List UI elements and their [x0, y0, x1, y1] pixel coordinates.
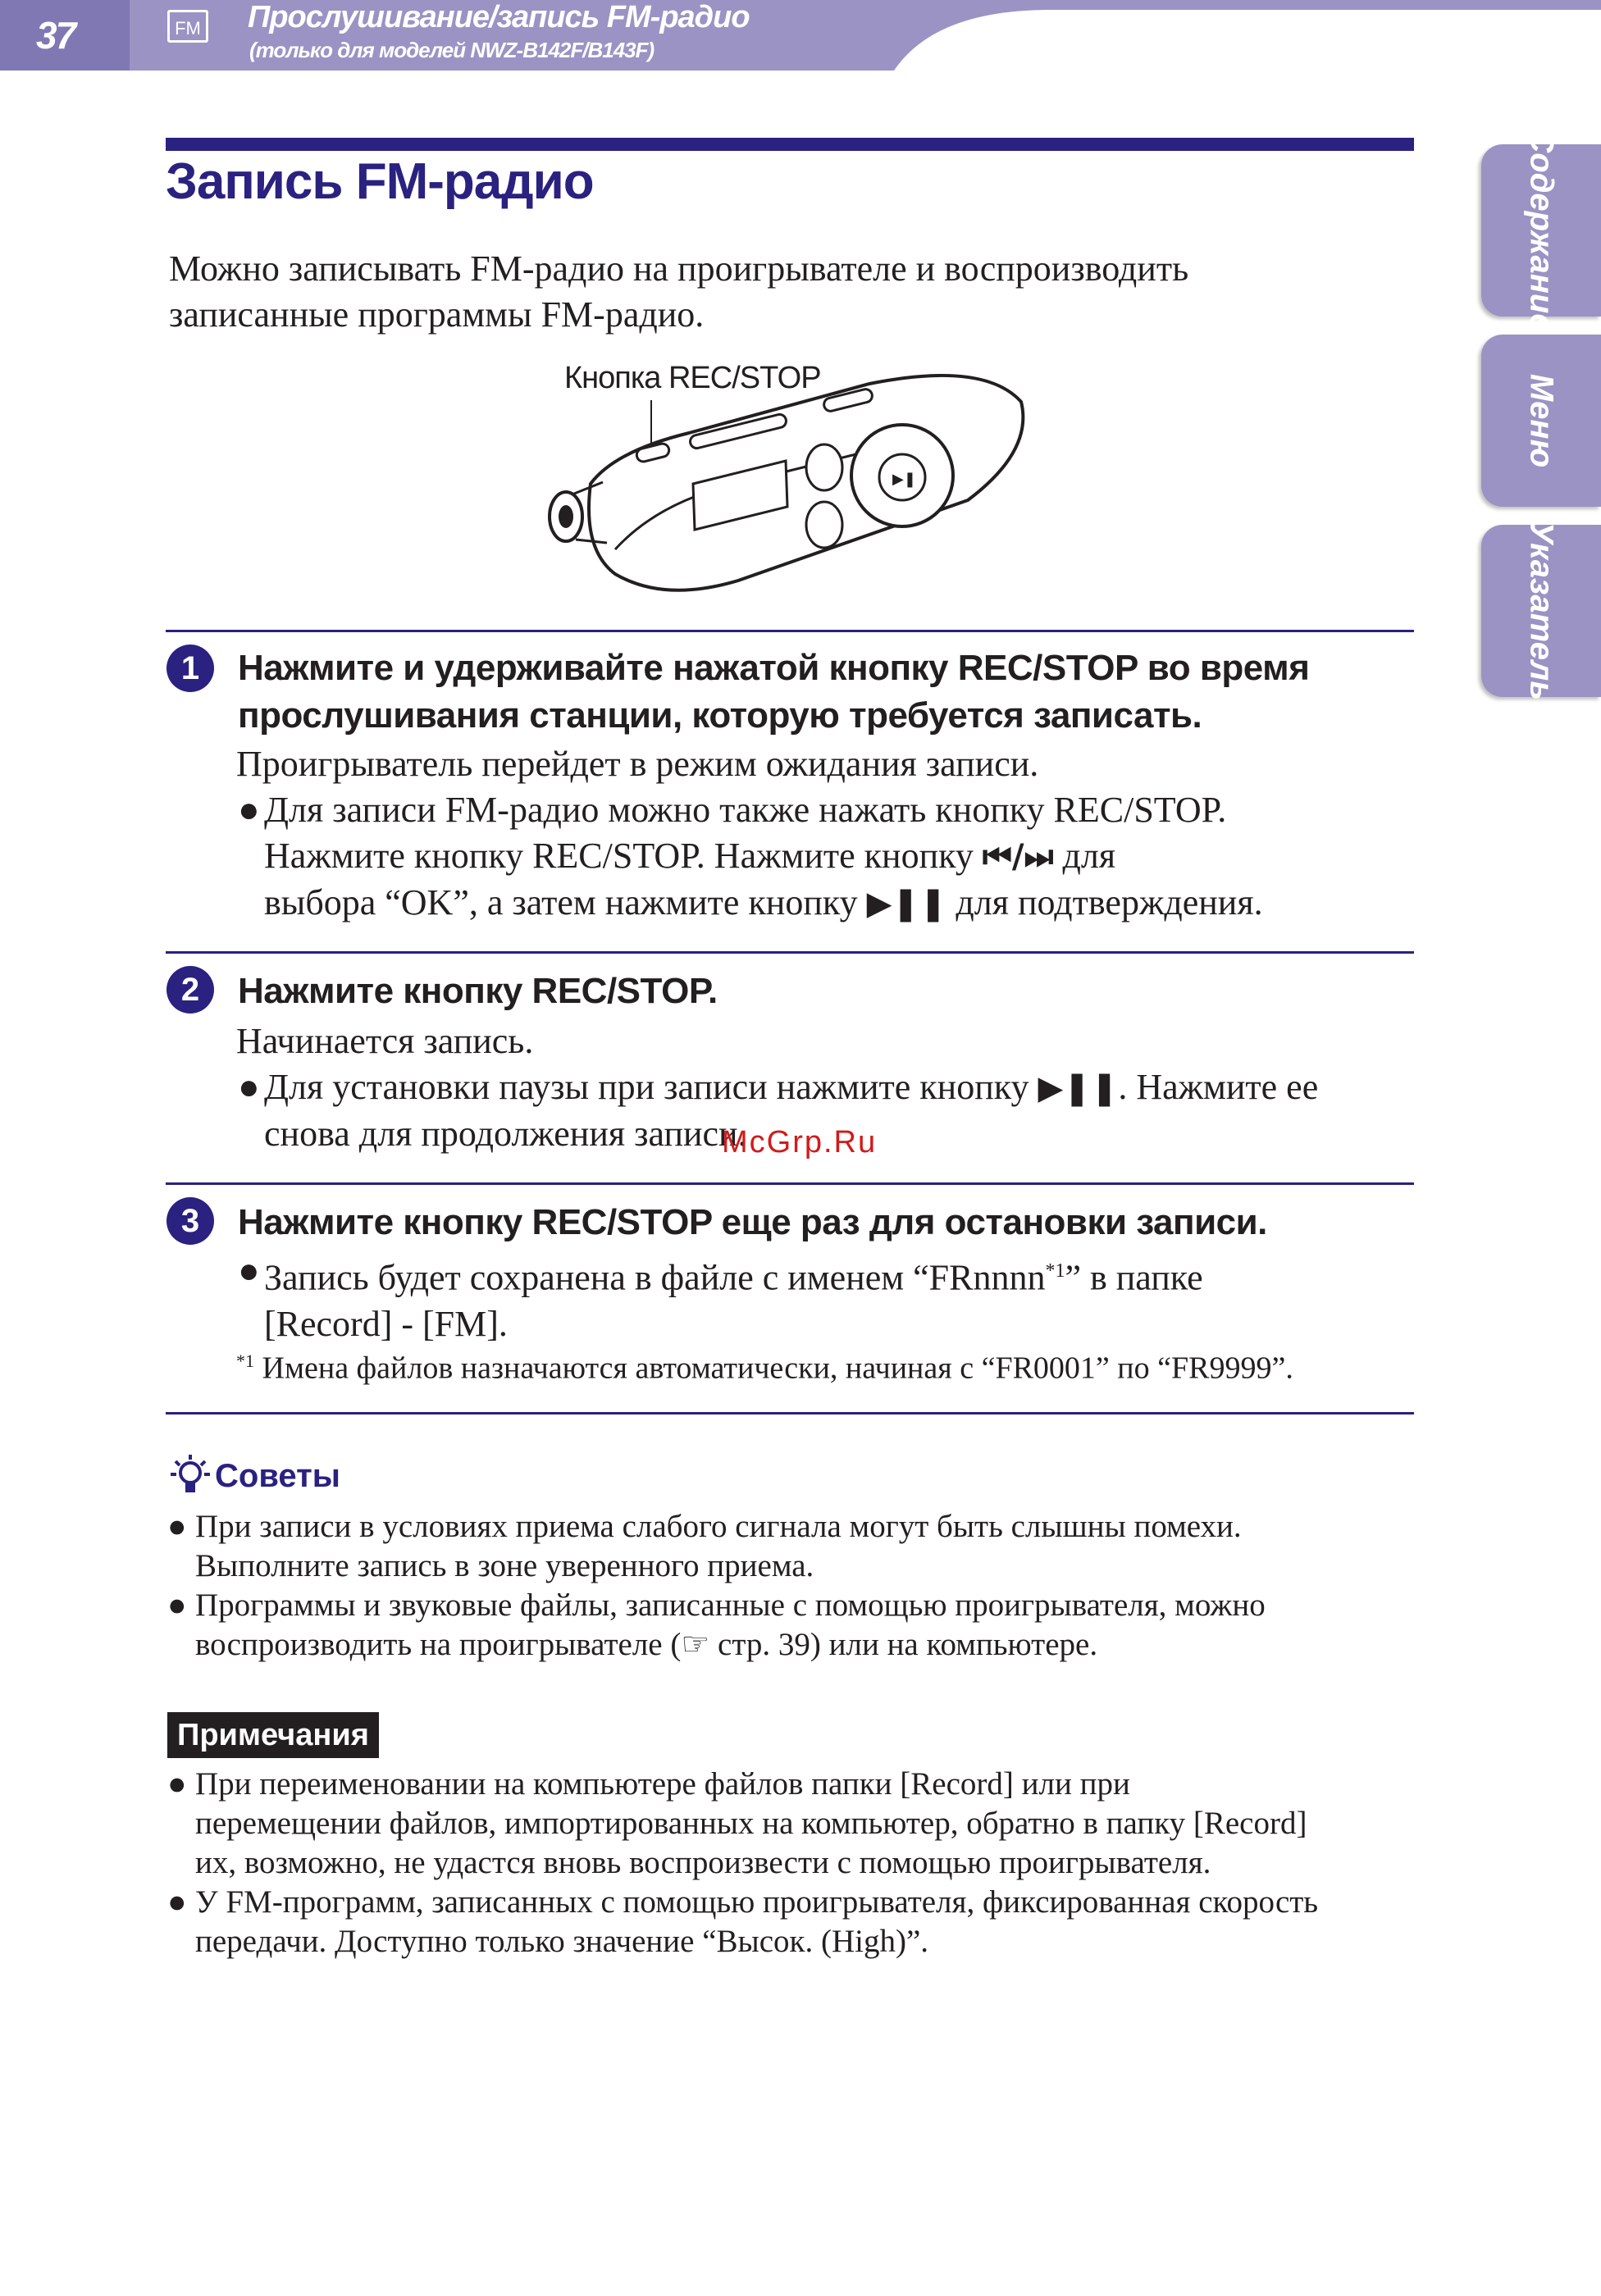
tips-bulb-icon	[169, 1451, 212, 1497]
step-2-bullet: ● Для установки паузы при записи нажмите кнопку ▶❚❚. Нажмите ее снова для продолжения записи.	[238, 1067, 1319, 1154]
step-2-body: Начинается запись.	[236, 1021, 534, 1061]
tip-item: ● Программы и звуковые файлы, записанные с помощью проигрывателя, можно воспроизводить на проигрывателе (☞ стр. 39) или на компьютере.	[167, 1588, 1266, 1662]
rec-stop-label: Кнопка REC/STOP	[564, 361, 821, 395]
step-1-bullet: ● Для записи FM-радио можно также нажать кнопку REC/STOP. Нажмите кнопку REC/STOP. Нажмите кнопку ⏮/⏭ для выбора “OK”, а затем нажмите кнопку ▶❚❚ для подтверждения.	[238, 790, 1263, 922]
player-illustration	[525, 361, 1050, 599]
header-band	[0, 0, 1601, 71]
tab-menu[interactable]: Меню	[1481, 335, 1601, 507]
header-subtitle: (только для моделей NWZ-B142F/B143F)	[249, 38, 655, 62]
step-1-number: 1	[166, 645, 214, 692]
page-header	[0, 0, 1601, 71]
header-title: Прослушивание/запись FM-радио	[248, 0, 750, 34]
step-3-heading: Нажмите кнопку REC/STOP еще раз для остановки записи.	[238, 1202, 1267, 1242]
tab-index[interactable]: Указатель	[1481, 525, 1601, 697]
svg-text:▶❚: ▶❚	[892, 471, 916, 488]
step-3-number: 3	[166, 1197, 214, 1245]
play-pause-icon: ▶❚❚	[1038, 1069, 1119, 1107]
play-pause-icon: ▶❚❚	[866, 885, 947, 922]
tips-title: Советы	[215, 1458, 340, 1494]
step-3-rule	[166, 1182, 1414, 1185]
step-1-rule	[166, 630, 1414, 632]
tip-item: ● При записи в условиях приема слабого сигнала могут быть слышны помехи. Выполните запись в зоне уверенного приема.	[167, 1509, 1242, 1583]
intro-text: Можно записывать FM-радио на проигрывателе и воспроизводить записанные программы FM-радио.	[169, 248, 1189, 335]
section-title: Запись FM-радио	[166, 153, 594, 210]
fm-radio-icon: FM	[167, 10, 208, 43]
step-2-number: 2	[166, 966, 214, 1014]
footnote: $^{*1}$ Имена файлов назначаются автоматически, начиная с “FR0001” по “FR9999”.	[236, 1351, 1293, 1386]
page-number: 37	[36, 14, 75, 57]
step-2-heading: Нажмите кнопку REC/STOP.	[238, 971, 718, 1011]
section-end-rule	[166, 1412, 1414, 1414]
tab-contents[interactable]: Содержание	[1481, 144, 1601, 317]
note-item: ● При переименовании на компьютере файлов папки [Record] или при перемещении файлов, импортированных на компьютер, обратно в папку [Record] их, возможно, не удастся вновь воспроизвести с помощью проигрывателя.	[167, 1766, 1307, 1880]
notes-title: Примечания	[167, 1712, 379, 1758]
step-2-rule	[166, 951, 1414, 954]
step-1-body: Проигрыватель перейдет в режим ожидания записи.	[236, 744, 1039, 784]
note-item: ● У FM-программ, записанных с помощью проигрывателя, фиксированная скорость передачи. Доступно только значение “Высок. (High)”.	[167, 1884, 1319, 1959]
prev-next-icon: ⏮/⏭	[982, 838, 1054, 876]
watermark: McGrp.Ru	[722, 1125, 878, 1159]
title-rule	[166, 138, 1414, 151]
step-1-heading: Нажмите и удерживайте нажатой кнопку REC/STOP во время прослушивания станции, которую требуется записать.	[238, 648, 1310, 736]
step-3-bullet: ● Запись будет сохранена в файле с именем “FRnnnn$^{*1}$” в папке [Record] - [FM].	[238, 1250, 1203, 1344]
